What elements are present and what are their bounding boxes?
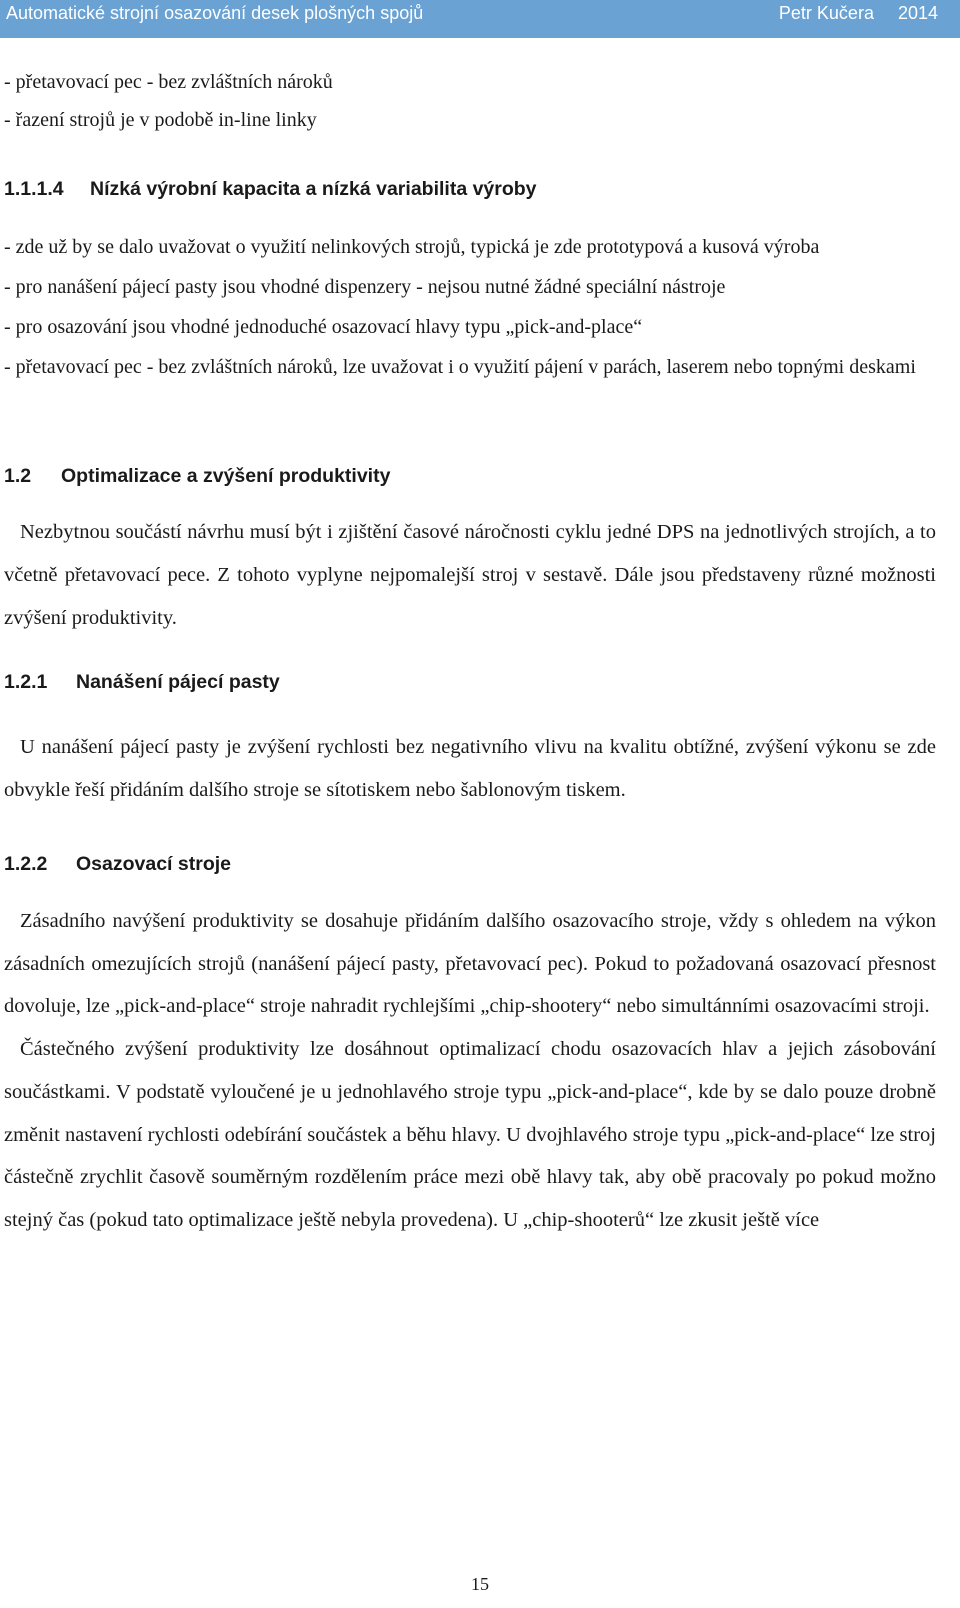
list-item: - pro nanášení pájecí pasty jsou vhodné dispenzery - nejsou nutné žádné speciální nástroje	[4, 276, 726, 298]
list-item: - přetavovací pec - bez zvláštních nároků	[4, 71, 333, 93]
paragraph: Nezbytnou součástí návrhu musí být i zjištění časové náročnosti cyklu jedné DPS na jednotlivých strojích, a to včetně přetavovací pece. Z tohoto vyplyne nejpomalejší stroj v sestavě. Dále jsou představeny různé možnosti zvýšení produktivity.	[4, 521, 936, 629]
list-item: - pro osazování jsou vhodné jednoduché osazovací hlavy typu „pick-and-place“	[4, 316, 643, 338]
section-heading-1114	[4, 171, 936, 207]
list-item: - přetavovací pec - bez zvláštních nároků, lze uvažovat i o využití pájení v parách, laserem nebo topnými deskami	[4, 356, 916, 378]
section-heading-12	[4, 458, 936, 494]
paragraph: Zásadního navýšení produktivity se dosahuje přidáním dalšího osazovacího stroje, vždy s ohledem na výkon zásadních omezujících strojů (nanášení pájecí pasty, přetavovací pec). Pokud to požadovaná osazovací přesnost dovoluje, lze „pick-and-place“ stroje nahradit rychlejšími „chip-shootery“ nebo simultánními osazovacími stroji.	[4, 910, 936, 1018]
section-title: Nízká výrobní kapacita a nízká variabilita výroby	[90, 178, 537, 200]
list-item: - zde už by se dalo uvažovat o využití nelinkových strojů, typická je zde prototypová a kusová výroba	[4, 236, 820, 258]
section-number: 1.2.2	[4, 853, 48, 875]
list-item: - řazení strojů je v podobě in-line linky	[4, 109, 317, 131]
section-heading-122	[4, 846, 936, 882]
header-title: Automatické strojní osazování desek plošných spojů	[6, 3, 424, 23]
paragraph: Částečného zvýšení produktivity lze dosáhnout optimalizací chodu osazovacích hlav a jejich zásobování součástkami. V podstatě vyloučené je u jednohlavého stroje typu „pick-and-place“, kde by se dalo pouze drobně změnit nastavení rychlosti odebírání součástek a běhu hlavy. U dvojhlavého stroje typu „pick-and-place“ lze stroj částečně zrychlit časově souměrným rozdělením práce mezi obě hlavy tak, aby obě pracovaly po pokud možno stejný čas (pokud tato optimalizace ještě nebyla provedena). U „chip-shooterů“ lze zkusit ještě více	[4, 1038, 936, 1231]
header-author: Petr Kučera	[778, 3, 874, 23]
page-content	[4, 63, 936, 1242]
section-heading-121	[4, 664, 936, 700]
paragraph: U nanášení pájecí pasty je zvýšení rychlosti bez negativního vlivu na kvalitu obtížné, zvýšení výkonu se zde obvykle řeší přidáním dalšího stroje se sítotiskem nebo šablonovým tiskem.	[4, 736, 936, 801]
page-header	[0, 0, 960, 38]
list-block	[4, 227, 936, 388]
section-title: Osazovací stroje	[76, 853, 231, 875]
section-number: 1.2	[4, 465, 32, 487]
section-title: Optimalizace a zvýšení produktivity	[61, 465, 391, 487]
section-number: 1.2.1	[4, 671, 48, 693]
page-number: 15	[471, 1574, 489, 1594]
header-meta	[779, 3, 938, 24]
section-number: 1.1.1.4	[4, 178, 64, 200]
header-year: 2014	[897, 3, 938, 23]
section-title: Nanášení pájecí pasty	[76, 671, 280, 693]
